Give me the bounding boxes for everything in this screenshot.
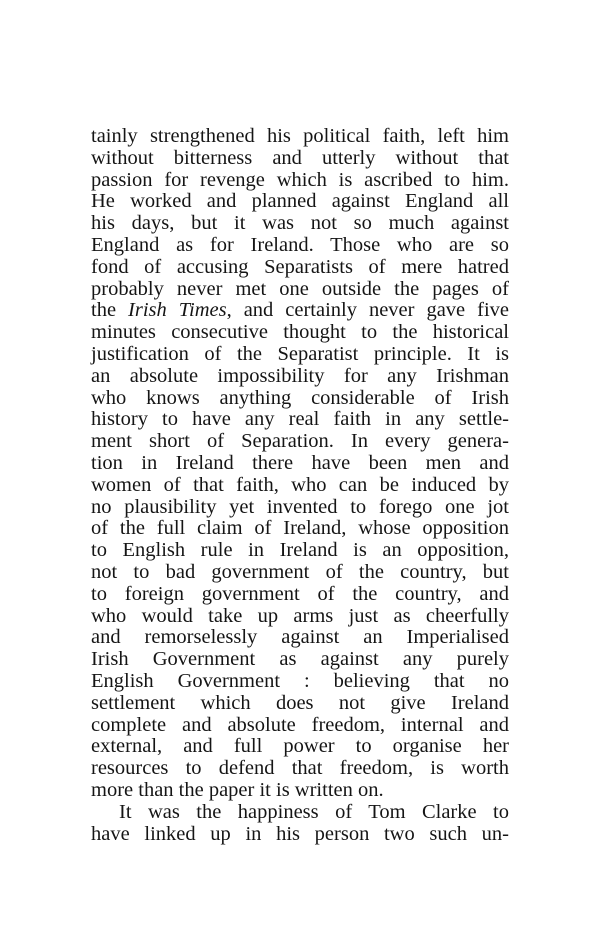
text-line: to foreign government of the country, and [91,582,509,605]
text-line: resources to defend that freedom, is worth [91,757,509,780]
page-body [91,126,509,845]
text-line [91,300,509,322]
text-line: minutes consecutive thought to the historical [91,321,509,344]
text-line: Irish Government as against any purely [91,648,509,671]
text-line: complete and absolute freedom, internal and [91,713,509,736]
text-line: justification of the Separatist principle. It is [91,342,509,365]
text-line: of the full claim of Ireland, whose opposition [91,517,509,540]
text-line: English Government : believing that no [91,669,509,692]
text-line: passion for revenge which is ascribed to him. [91,168,509,191]
text-line-part: the [91,299,129,322]
text-line: women of that faith, who can be induced by [91,473,509,496]
text-line: no plausibility yet invented to forego one jot [91,495,509,518]
text-line: ment short of Separation. In every genera- [91,430,509,453]
text-line: fond of accusing Separatists of mere hatred [91,255,509,278]
text-line: England as for Ireland. Those who are so [91,233,509,256]
text-line: tion in Ireland there have been men and [91,451,509,474]
text-line: tainly strengthened his political faith, left him [91,125,509,147]
text-line: to English rule in Ireland is an opposition, [91,539,509,562]
text-line: who would take up arms just as cheerfully [91,604,509,627]
text-line: his days, but it was not so much against [91,212,509,235]
italic-title: Irish Times [128,299,227,322]
text-line: more than the paper it is written on. [91,778,384,801]
text-line: history to have any real faith in any settle- [91,408,509,431]
text-line: external, and full power to organise her [91,735,509,758]
text-line: have linked up in his person two such un- [91,822,509,845]
text-line: who knows anything considerable of Irish [91,386,509,409]
text-line: settlement which does not give Ireland [91,691,509,714]
text-line: He worked and planned against England all [91,190,509,213]
text-line: probably never met one outside the pages of [91,277,509,300]
text-line: an absolute impossibility for any Irishman [91,364,509,387]
text-line: not to bad government of the country, but [91,560,509,583]
text-line: and remorselessly against an Imperialised [91,626,509,649]
text-line-part: , and certainly never gave five [226,299,510,322]
text-line: without bitterness and utterly without that [91,146,509,169]
text-line: It was the happiness of Tom Clarke to [119,800,509,823]
